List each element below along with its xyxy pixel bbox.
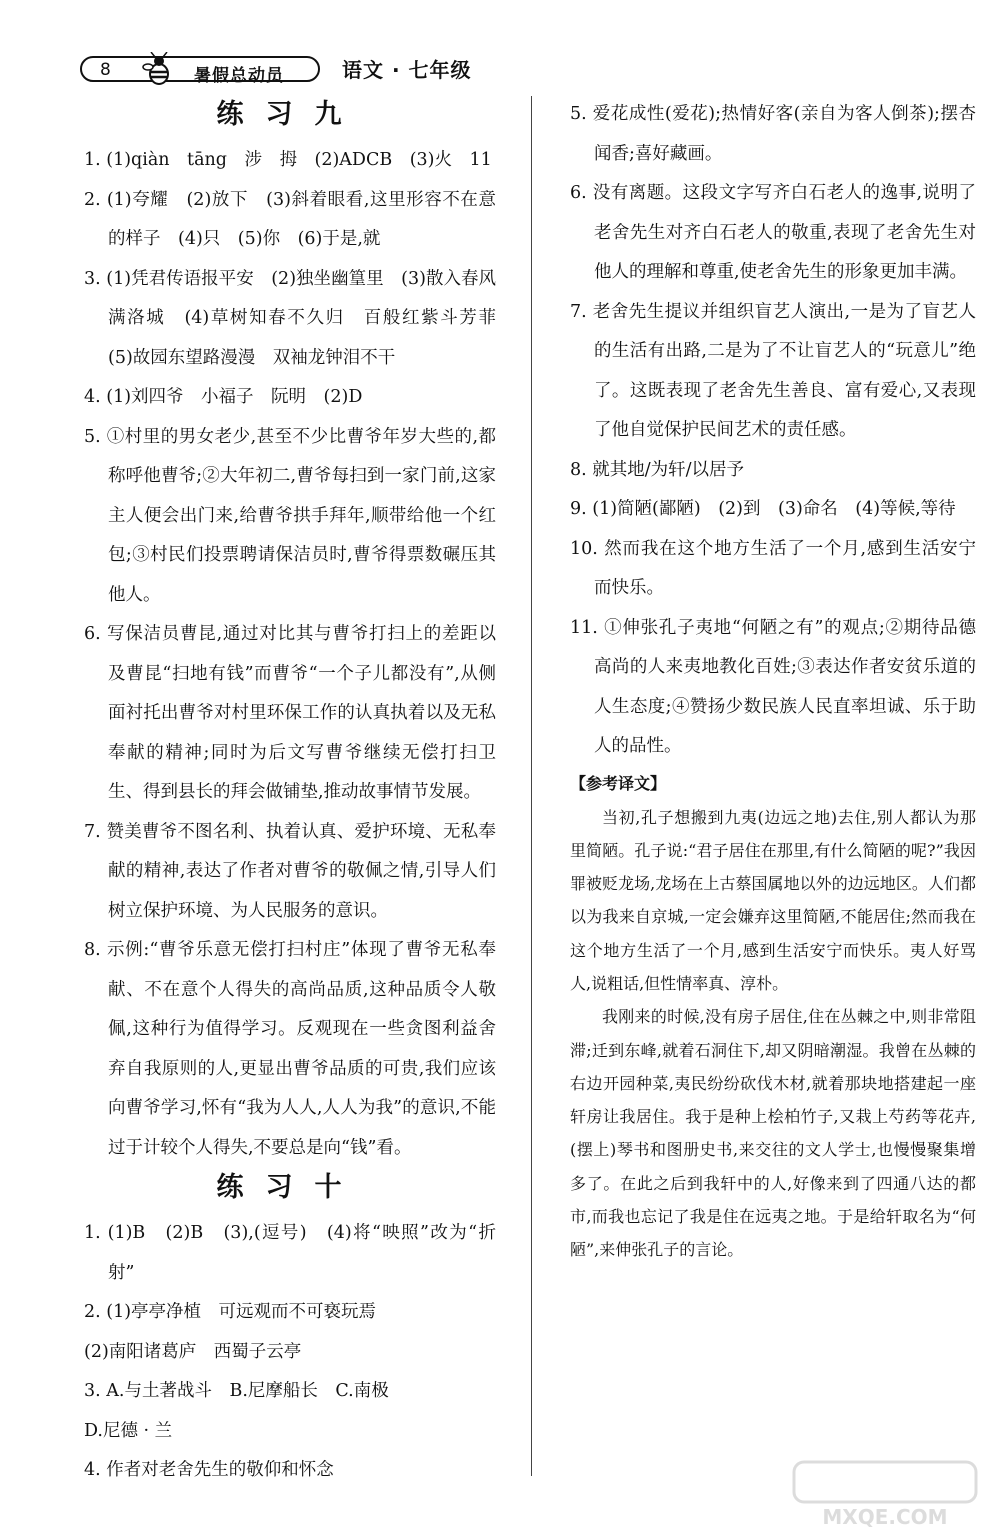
translation-paragraph: 我刚来的时候,没有房子居住,住在丛棘之中,则非常阻滞;迁到东峰,就着石洞住下,却又阴暗潮湿。我曾在丛棘的右边开园种菜,夷民纷纷砍伐木材,就着那块地搭建起一座轩房让我居住。我于是种上桧柏竹子,又栽上芍药等花卉,(摆上)琴书和图册史书,来交往的文人学士,也慢慢聚集增多了。在此之后到我轩中的人,好像来到了四通八达的都市,而我也忘记了我是住在远夷之地。于是给轩取名为“何陋”,来伸张孔子的言论。	[570, 1007, 976, 1260]
answer-item: 1. (1)B (2)B (3),(逗号) (4)将“映照”改为“折射”	[84, 1223, 496, 1283]
bee-mascot-icon	[142, 52, 176, 88]
right-column	[570, 95, 976, 1267]
header-capsule	[80, 56, 320, 86]
watermark-logo	[790, 1458, 980, 1530]
answer-item: 11. ①伸张孔子夷地“何陋之有”的观点;②期待品德高尚的人来夷地教化百姓;③表达作者安贫乐道的人生态度;④赞扬少数民族人民直率坦诚、乐于助人的品性。	[570, 617, 976, 756]
answer-item: 8. 示例:“曹爷乐意无偿打扫村庄”体现了曹爷无私奉献、不在意个人得失的高尚品质,这种品质令人敬佩,这种行为值得学习。反观现在一些贪图利益舍弃自我原则的人,更显出曹爷品质的可贵,我们应该向曹爷学习,怀有“我为人人,人人为我”的意识,不能过于计较个人得失,不要总是向“钱”看。	[84, 940, 496, 1158]
answer-item: 7. 老舍先生提议并组织盲艺人演出,一是为了盲艺人的生活有出路,二是为了不让盲艺人的“玩意儿”绝了。这既表现了老舍先生善良、富有爱心,又表现了他自觉保护民间艺术的责任感。	[570, 301, 976, 440]
translation-paragraph: 当初,孔子想搬到九夷(边远之地)去住,别人都认为那里简陋。孔子说:“君子居住在那里,有什么简陋的呢?”我因罪被贬龙场,龙场在上古蔡国属地以外的边远地区。人们都以为我来自京城,一定会嫌弃这里简陋,不能居住;然而我在这个地方生活了一个月,感到生活安宁而快乐。夷人好骂人,说粗话,但性情率真、淳朴。	[570, 807, 976, 993]
page-header	[80, 54, 500, 86]
answer-item: 4. 作者对老舍先生的敬仰和怀念	[84, 1460, 334, 1480]
book-title: 暑假总动员	[194, 66, 284, 86]
answer-item: 3. (1)凭君传语报平安 (2)独坐幽篁里 (3)散入春风满洛城 (4)草树知春不久归 百般红紫斗芳菲 (5)故园东望路漫漫 双袖龙钟泪不干	[84, 268, 514, 368]
answer-item: 10. 然而我在这个地方生活了一个月,感到生活安宁而快乐。	[570, 538, 976, 598]
answer-item: 6. 写保洁员曹昆,通过对比其与曹爷打扫上的差距以及曹昆“扫地有钱”而曹爷“一个子儿都没有”,从侧面衬托出曹爷对村里环保工作的认真执着以及无私奉献的精神;同时为后文写曹爷继续无偿打扫卫生、得到县长的拜会做铺垫,推动故事情节发展。	[84, 624, 496, 802]
heading-exercise-10: 练习十	[216, 1172, 364, 1203]
answer-item: 3. A.与土著战斗 B.尼摩船长 C.南极	[84, 1381, 389, 1401]
heading-exercise-9: 练习九	[216, 99, 364, 130]
answer-item: D.尼德 · 兰	[84, 1420, 173, 1441]
answer-item: 4. (1)刘四爷 小福子 阮明 (2)D	[84, 387, 363, 407]
answer-item: 6. 没有离题。这段文字写齐白石老人的逸事,说明了老舍先生对齐白石老人的敬重,表现了老舍先生对他人的理解和尊重,使老舍先生的形象更加丰满。	[570, 183, 976, 282]
subject-label: 语文 · 七年级	[342, 58, 472, 82]
answer-item: 5. 爱花成性(爱花);热情好客(亲自为客人倒茶);摆杏闻香;喜好藏画。	[570, 104, 976, 164]
answer-item: 2. (1)夸耀 (2)放下 (3)斜着眼看,这里形容不在意的样子 (4)只 (5)你 (6)于是,就	[84, 189, 496, 249]
left-column	[84, 95, 514, 1491]
answer-item: 9. (1)简陋(鄙陋) (2)到 (3)命名 (4)等候,等待	[570, 499, 956, 519]
watermark-text: MXQE.COM	[822, 1505, 948, 1529]
answer-item: 7. 赞美曹爷不图名利、执着认真、爱护环境、无私奉献的精神,表达了作者对曹爷的敬佩之情,引导人们树立保护环境、为人民服务的意识。	[84, 821, 496, 921]
column-divider	[531, 96, 532, 1476]
answer-item: 1. (1)qiàn tāng 涉 拇 (2)ADCB (3)火 11	[84, 150, 492, 170]
answer-item: 5. ①村里的男女老少,甚至不少比曹爷年岁大些的,都称呼他曹爷;②大年初二,曹爷每扫到一家门前,这家主人便会出门来,给曹爷拱手拜年,顺带给他一个红包;③村民们投票聘请保洁员时,曹爷得票数碾压其他人。	[84, 426, 496, 605]
answer-item: 2. (1)亭亭净植 可远观而不可亵玩焉	[84, 1302, 377, 1322]
reference-translation-title: 【参考译文】	[570, 773, 667, 793]
answer-item: (2)南阳诸葛庐 西蜀子云亭	[84, 1341, 302, 1362]
page-number: 8	[100, 60, 111, 80]
answer-item: 8. 就其地/为轩/以居予	[570, 459, 745, 480]
